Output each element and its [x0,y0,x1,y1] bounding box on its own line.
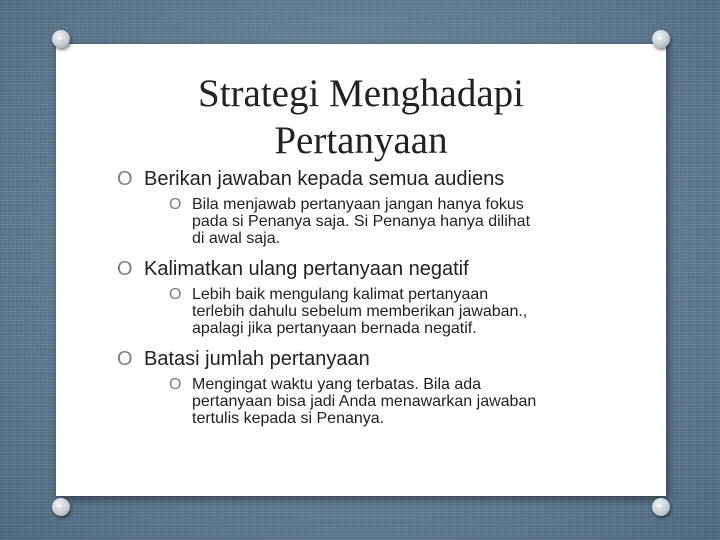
bullet-point-text: Batasi jumlah pertanyaan [144,348,370,370]
sub-bullet-marker-icon: O [169,286,182,303]
bullet-point-2 [117,256,617,282]
pushpin-icon [652,498,670,516]
slide-title-line-2: Pertanyaan [274,119,448,162]
sub-bullet-point-1 [169,196,542,247]
bullet-marker-icon: O [117,168,133,190]
pushpin-icon [52,498,70,516]
bullet-marker-icon: O [117,348,133,370]
pushpin-icon [652,30,670,48]
bullet-point-3 [117,346,617,372]
bullet-point-1 [117,166,617,192]
sub-bullet-point-3 [169,376,542,427]
sub-bullet-text: Lebih baik mengulang kalimat pertanyaan terlebih dahulu sebelum memberikan jawaban., apalagi jika pertanyaan bernada negatif. [192,286,528,337]
sub-bullet-text: Bila menjawab pertanyaan jangan hanya fokus pada si Penanya saja. Si Penanya hanya dilihat di awal saja. [192,196,531,247]
bullet-point-text: Berikan jawaban kepada semua audiens [144,168,505,190]
sub-bullet-marker-icon: O [169,376,182,393]
sub-bullet-text: Mengingat waktu yang terbatas. Bila ada pertanyaan bisa jadi Anda menawarkan jawaban tertulis kepada si Penanya. [192,376,537,427]
sub-bullet-marker-icon: O [169,196,182,213]
bullet-marker-icon: O [117,258,133,280]
bullet-list [117,166,617,427]
sub-bullet-point-2 [169,286,542,337]
slide-title [56,70,666,164]
slide-title-line-1: Strategi Menghadapi [198,72,524,115]
pushpin-icon [52,30,70,48]
bullet-point-text: Kalimatkan ulang pertanyaan negatif [144,258,469,280]
